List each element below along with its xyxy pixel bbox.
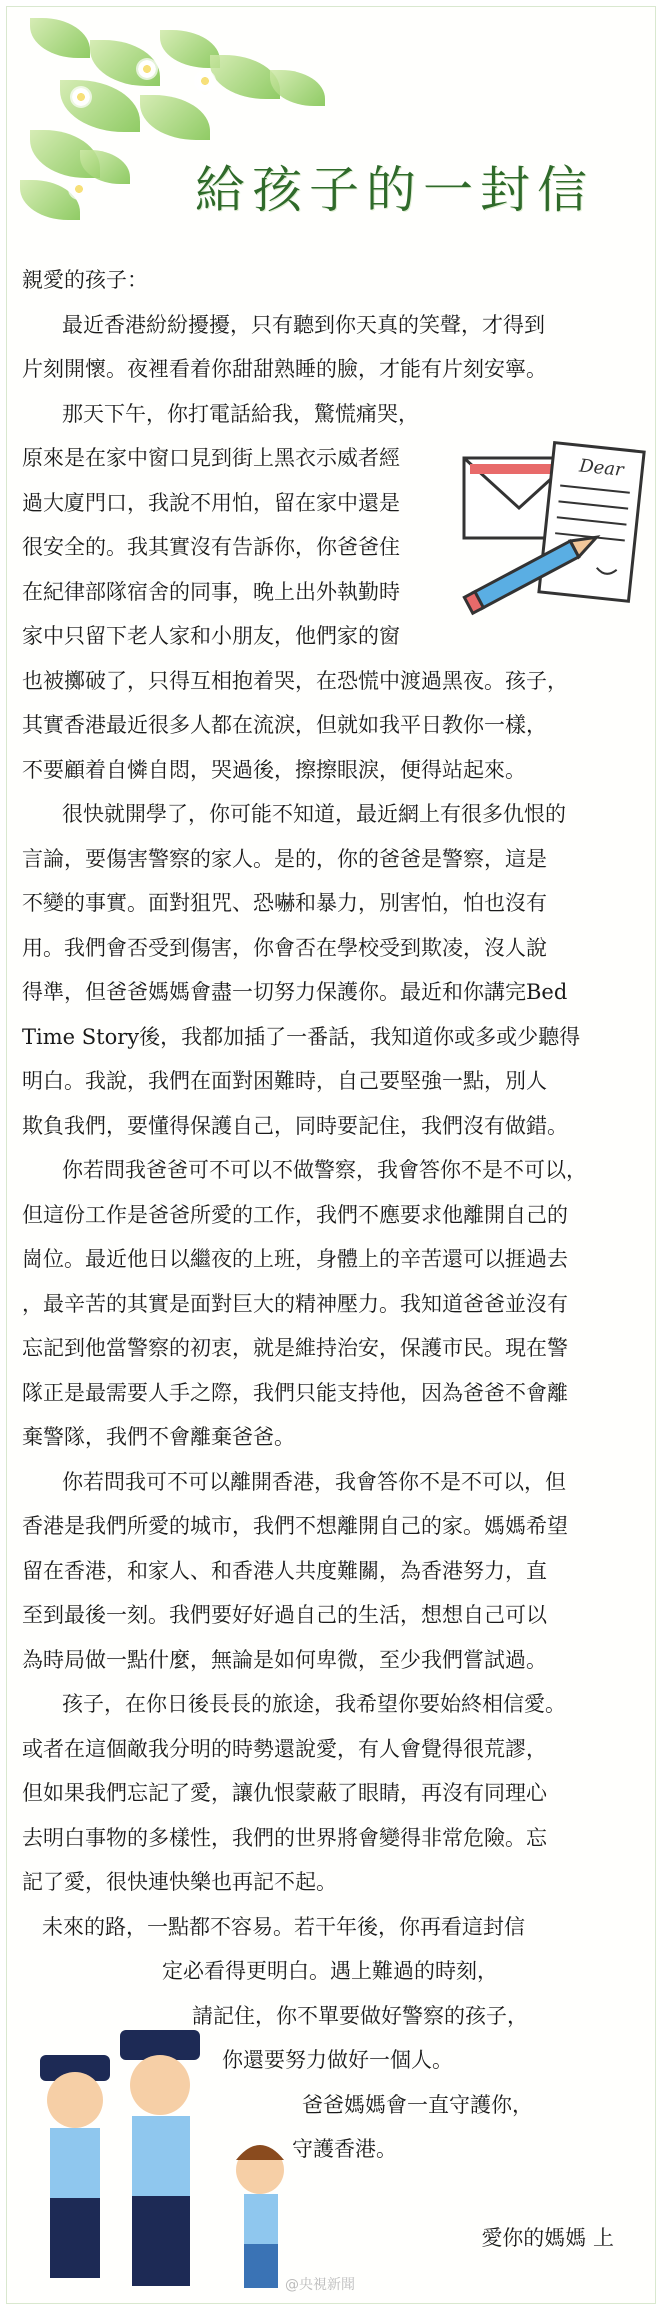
- closing-line: 未來的路，一點都不容易。若干年後，你再看這封信: [42, 1914, 525, 1939]
- letter-line: 用。我們會否受到傷害，你會否在學校受到欺凌，沒人說: [22, 935, 547, 960]
- watermark: @央視新聞: [285, 2277, 355, 2293]
- letter-line: 原來是在家中窗口見到街上黑衣示威者經: [22, 446, 400, 470]
- letter-line: 也被擲破了，只得互相抱着哭，在恐慌中渡過黑夜。孩子，: [22, 668, 568, 693]
- letter-line: 很安全的。我其實沒有告訴你，你爸爸住: [22, 535, 400, 559]
- police-family-illustration: [20, 2000, 320, 2300]
- letter-line: 隊正是最需要人手之際，我們只能支持他，因為爸爸不會離: [22, 1380, 568, 1405]
- letter-line: 為時局做一點什麼，無論是如何卑微，至少我們嘗試過。: [22, 1647, 547, 1672]
- letter-line: Time Story後，我都加插了一番話，我知道你或多或少聽得: [22, 1024, 581, 1049]
- closing-line: 請記住，你不單要做好警察的孩子，: [192, 2003, 528, 2028]
- letter-line: 言論，要傷害警察的家人。是的，你的爸爸是警察，這是: [22, 846, 547, 871]
- letter-line: 但這份工作是爸爸所愛的工作，我們不應要求他離開自己的: [22, 1202, 568, 1227]
- closing-line: 定必看得更明白。遇上難過的時刻，: [162, 1959, 498, 1983]
- letter-line: 至到最後一刻。我們要好好過自己的生活，想想自己可以: [22, 1603, 547, 1627]
- letter-title: 給孩子的一封信: [195, 161, 594, 219]
- letter-line: 家中只留下老人家和小朋友，他們家的窗: [22, 624, 400, 648]
- letter-line: ，最辛苦的其實是面對巨大的精神壓力。我知道爸爸並沒有: [22, 1291, 568, 1316]
- closing-line: 守護香港。: [292, 2137, 397, 2161]
- letter-line: 過大廈門口，我說不用怕，留在家中還是: [22, 490, 400, 515]
- letter-line: 片刻開懷。夜裡看着你甜甜熟睡的臉，才能有片刻安寧。: [22, 357, 547, 381]
- letter-line: 很快就開學了，你可能不知道，最近網上有很多仇恨的: [62, 802, 566, 826]
- letter-line: 那天下午，你打電話給我，驚慌痛哭，: [62, 401, 419, 426]
- letter-line: 得準，但爸爸媽媽會盡一切努力保護你。最近和你講完Bed: [22, 980, 568, 1004]
- envelope-label: Dear: [578, 455, 625, 481]
- signature: 愛你的媽媽 上: [481, 2225, 614, 2250]
- letter-line: 你若問我可不可以離開香港，我會答你不是不可以，但: [62, 1469, 566, 1494]
- letter-line: 留在香港，和家人、和香港人共度難關，為香港努力，直: [22, 1558, 547, 1583]
- salutation: 親愛的孩子：: [22, 268, 148, 292]
- letter-line: 但如果我們忘記了愛，讓仇恨蒙蔽了眼睛，再沒有同理心: [22, 1781, 547, 1805]
- letter-line: 你若問我爸爸可不可以不做警察，我會答你不是不可以，: [62, 1158, 587, 1182]
- letter-line: 或者在這個敵我分明的時勢還說愛，有人會覺得很荒謬，: [22, 1736, 547, 1761]
- letter-line: 明白。我說，我們在面對困難時，自己要堅強一點，別人: [22, 1069, 547, 1093]
- letter-body: [22, 258, 644, 2260]
- letter-line: 其實香港最近很多人都在流淚，但就如我平日教你一樣，: [22, 713, 547, 737]
- letter-line: 欺負我們，要懂得保護自己，同時要記住，我們沒有做錯。: [22, 1113, 568, 1138]
- letter-line: 孩子，在你日後長長的旅途，我希望你要始終相信愛。: [62, 1692, 566, 1716]
- letter-line: 不要顧着自憐自悶，哭過後，擦擦眼淚，便得站起來。: [22, 757, 526, 782]
- letter-line: 在紀律部隊宿舍的同事，晚上出外執勤時: [22, 579, 400, 604]
- closing-line: 你還要努力做好一個人。: [222, 2048, 453, 2072]
- letter-line: 不變的事實。面對狙咒、恐嚇和暴力，別害怕，怕也沒有: [22, 891, 547, 915]
- letter-line: 去明白事物的多樣性，我們的世界將會變得非常危險。忘: [22, 1825, 547, 1850]
- letter-line: 香港是我們所愛的城市，我們不想離開自己的家。媽媽希望: [22, 1514, 568, 1538]
- letter-line: 棄警隊，我們不會離棄爸爸。: [22, 1425, 295, 1449]
- closing-line: 爸爸媽媽會一直守護你，: [302, 2092, 533, 2117]
- letter-line: 崗位。最近他日以繼夜的上班，身體上的辛苦還可以捱過去: [22, 1247, 568, 1271]
- letter-line: 忘記到他當警察的初衷，就是維持治安，保護市民。現在警: [22, 1336, 568, 1360]
- letter-line: 記了愛，很快連快樂也再記不起。: [22, 1870, 337, 1894]
- letter-line: 最近香港紛紛擾擾，只有聽到你天真的笑聲，才得到: [62, 312, 545, 337]
